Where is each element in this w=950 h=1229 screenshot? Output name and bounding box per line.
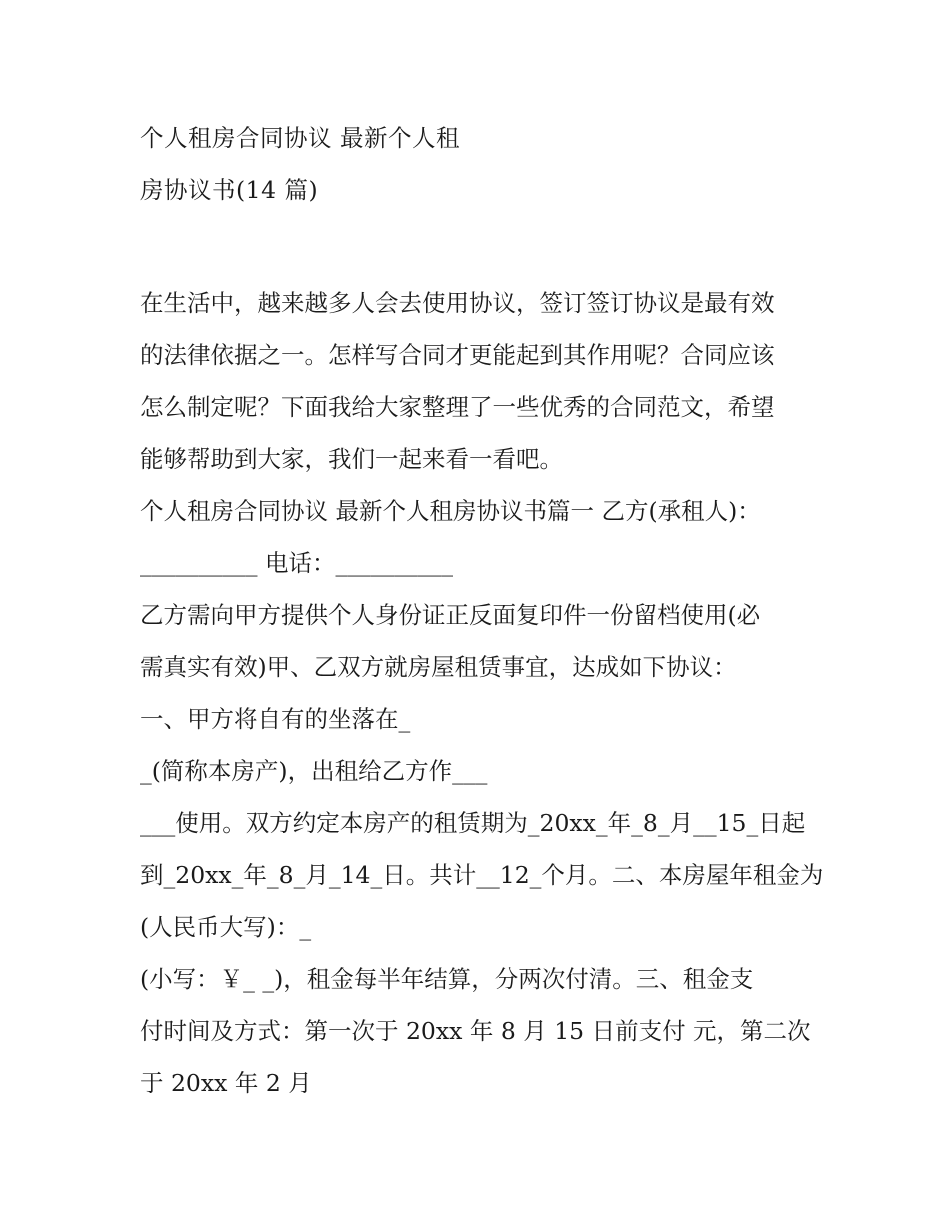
body-line: _(简称本房产)，出租给乙方作___ — [140, 757, 488, 785]
body-line: ___使用。双方约定本房产的租赁期为_20xx_年_8_月__15_日起 — [140, 809, 806, 837]
title-line: 房协议书(14 篇) — [140, 176, 319, 204]
body-line: 于 20xx 年 2 月 — [140, 1069, 312, 1097]
body-line: 到_20xx_年_8_月_14_日。共计__12_个月。二、本房屋年租金为 — [140, 861, 824, 889]
body-line: 一、甲方将自有的坐落在_ — [140, 705, 411, 733]
body-line: 个人租房合同协议 最新个人租房协议书篇一 乙方(承租人)： — [140, 497, 761, 525]
body-line: 乙方需向甲方提供个人身份证正反面复印件一份留档使用(必 — [140, 601, 761, 629]
title-line: 个人租房合同协议 最新个人租 — [140, 124, 460, 152]
body-line: 在生活中，越来越多人会去使用协议，签订签订协议是最有效 — [140, 289, 775, 317]
document-body — [140, 277, 824, 1109]
body-line: 需真实有效)甲、乙双方就房屋租赁事宜，达成如下协议： — [140, 653, 737, 681]
body-line: 的法律依据之一。怎样写合同才更能起到其作用呢？合同应该 — [140, 341, 775, 369]
body-line: __________ 电话：__________ — [140, 549, 453, 577]
body-line: (小写：￥_ _)，租金每半年结算，分两次付清。三、租金支 — [140, 965, 754, 993]
body-line: (人民币大写)：_ — [140, 913, 312, 941]
body-line: 怎么制定呢？下面我给大家整理了一些优秀的合同范文，希望 — [140, 393, 775, 421]
body-line: 付时间及方式：第一次于 20xx 年 8 月 15 日前支付 元，第二次 — [140, 1017, 811, 1045]
body-line: 能够帮助到大家，我们一起来看一看吧。 — [140, 445, 563, 473]
document-title — [140, 112, 820, 216]
